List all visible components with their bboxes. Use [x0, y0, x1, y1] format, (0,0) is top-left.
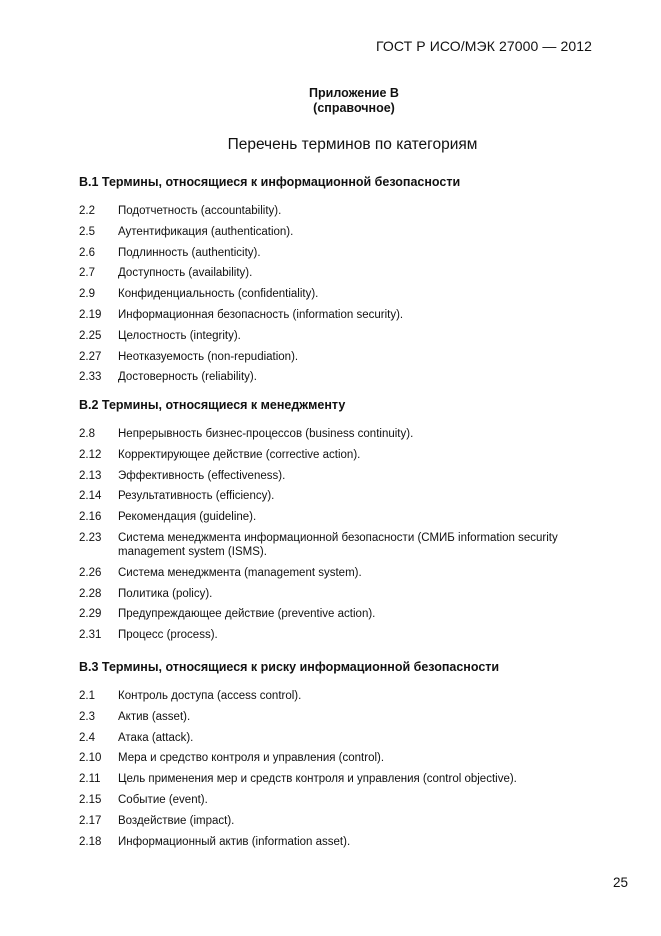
term-number: 2.1 [79, 690, 95, 702]
term-text: Эффективность (effectiveness). [118, 469, 286, 482]
term-text: Аутентификация (authentication). [118, 225, 294, 238]
term-text: Неотказуемость (non-repudiation). [118, 350, 299, 363]
term-text-line: management system (ISMS). [118, 546, 267, 558]
term-number: 2.12 [79, 448, 102, 461]
term-number: 2.25 [79, 329, 102, 342]
term-text: Политика (policy). [118, 587, 213, 600]
term-text: Достоверность (reliability). [118, 371, 257, 384]
term-number: 2.6 [79, 246, 95, 259]
term-text: Цель применения мер и средств контроля и управления (control objective). [118, 773, 517, 786]
term-number: 2.5 [79, 225, 95, 238]
page-title: Перечень терминов по категориям [227, 136, 478, 153]
section-heading: В.3 Термины, относящиеся к риску информационной безопасности [79, 660, 500, 674]
term-number: 2.9 [79, 288, 95, 301]
term-number: 2.8 [79, 428, 95, 440]
term-text-line: Система менеджмента информационной безопасности (СМИБ information security [118, 532, 558, 544]
term-text: Рекомендация (guideline). [118, 511, 257, 524]
term-number: 2.11 [79, 773, 101, 786]
appendix-title: Приложение В [309, 86, 399, 100]
term-text: Доступность (availability). [118, 267, 253, 280]
term-number: 2.28 [79, 587, 102, 600]
term-text: Событие (event). [118, 794, 208, 806]
term-number: 2.10 [79, 752, 102, 765]
term-text: Процесс (process). [118, 629, 218, 642]
term-number: 2.16 [79, 511, 102, 524]
term-text: Информационный актив (information asset). [118, 835, 351, 848]
term-text: Предупреждающее действие (preventive action). [118, 608, 376, 621]
term-number: 2.33 [79, 371, 102, 384]
standard-header: ГОСТ Р ИСО/МЭК 27000 — 2012 [376, 38, 592, 54]
term-number: 2.18 [79, 835, 102, 848]
appendix-note: (справочное) [313, 101, 395, 115]
section-heading: В.1 Термины, относящиеся к информационной безопасности [79, 175, 461, 189]
term-text: Мера и средство контроля и управления (control). [118, 752, 385, 765]
term-text: Подлинность (authenticity). [118, 246, 261, 259]
section-heading: В.2 Термины, относящиеся к менеджменту [79, 398, 346, 412]
term-number: 2.23 [79, 532, 102, 544]
term-number: 2.31 [79, 629, 102, 642]
term-text: Контроль доступа (access control). [118, 690, 302, 702]
term-text: Результативность (efficiency). [118, 490, 275, 503]
term-number: 2.27 [79, 350, 102, 363]
term-text: Актив (asset). [118, 710, 191, 723]
appendix-heading [0, 86, 661, 116]
term-number: 2.19 [79, 309, 102, 321]
term-text: Подотчетность (accountability). [118, 205, 282, 217]
term-number: 2.29 [79, 608, 102, 621]
term-number: 2.2 [79, 205, 95, 217]
term-text: Конфиденциальность (confidentiality). [118, 288, 319, 301]
term-number: 2.14 [79, 490, 102, 503]
term-number: 2.13 [79, 469, 102, 482]
term-text: Воздействие (impact). [118, 814, 235, 827]
term-number: 2.26 [79, 566, 102, 579]
term-number: 2.3 [79, 710, 95, 723]
term-number: 2.4 [79, 731, 95, 744]
term-text: Атака (attack). [118, 731, 194, 744]
term-text: Система менеджмента (management system). [118, 566, 362, 579]
term-text: Информационная безопасность (information security). [118, 309, 404, 321]
term-number: 2.17 [79, 814, 102, 827]
term-number: 2.7 [79, 267, 95, 280]
term-text: Непрерывность бизнес-процессов (business continuity). [118, 428, 414, 440]
term-text [118, 531, 630, 559]
term-text: Целостность (integrity). [118, 329, 241, 342]
term-number: 2.15 [79, 794, 102, 806]
page-number: 25 [612, 875, 628, 890]
term-text: Корректирующее действие (corrective action). [118, 448, 361, 461]
